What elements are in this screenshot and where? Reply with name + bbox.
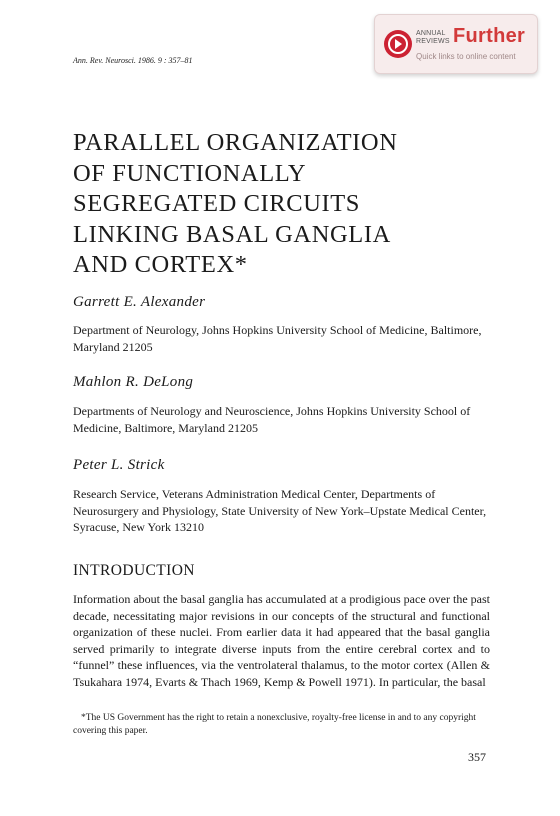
body-paragraph: Information about the basal ganglia has accumulated at a prodigious pace over the past decade, necessitating major revisions in our concepts of the structural and functional organization of these nuclei. From earlier data it had appeared that the basal ganglia served primarily to integrate diverse inputs from the entire cerebral cortex and to “funnel” these influences, via the ventrolateral thalamus, to the motor cortex (Allen & Tsukahara 1974, Evarts & Thach 1969, Kemp & Powell 1971). In particular, the basal xyxy=(73,592,490,689)
footnote xyxy=(73,712,493,738)
title-line: PARALLEL ORGANIZATION xyxy=(73,129,398,156)
further-title: Further xyxy=(453,25,526,47)
title-line: AND CORTEX* xyxy=(73,251,248,278)
title-line: SEGREGATED CIRCUITS xyxy=(73,190,361,217)
title-line: OF FUNCTIONALLY xyxy=(73,159,307,187)
author-name: Peter L. Strick xyxy=(73,457,165,473)
further-subtitle: Quick links to online content xyxy=(416,52,516,61)
page-number: 357 xyxy=(468,750,486,764)
journal-citation: Ann. Rev. Neurosci. 1986. 9 : 357–81 xyxy=(73,56,193,65)
wordmark-line-2: REVIEWS xyxy=(416,38,450,45)
author-name: Garrett E. Alexander xyxy=(73,294,206,310)
annual-reviews-wordmark xyxy=(416,30,450,46)
annual-reviews-logo-icon xyxy=(384,30,412,58)
author-affiliation: Departments of Neurology and Neuroscience, Johns Hopkins University School of Medicine, Baltimore, Maryland 21205 xyxy=(73,404,471,435)
title-line: LINKING BASAL GANGLIA xyxy=(73,220,391,248)
article-title xyxy=(73,128,493,281)
author-affiliation: Research Service, Veterans Administration Medical Center, Departments of Neurosurgery and Physiology, State University of New York–Upstate Medical Center, Syracuse, New York 13210 xyxy=(73,487,487,534)
author-affiliation: Department of Neurology, Johns Hopkins University School of Medicine, Baltimore, Maryland 21205 xyxy=(73,323,482,354)
author-name: Mahlon R. DeLong xyxy=(73,374,194,390)
further-badge[interactable] xyxy=(374,14,538,74)
section-heading: INTRODUCTION xyxy=(73,562,195,579)
wordmark-line-1: ANNUAL xyxy=(416,30,446,37)
footnote-text: *The US Government has the right to retain a nonexclusive, royalty-free license in and to any copyright covering this paper. xyxy=(73,713,476,736)
